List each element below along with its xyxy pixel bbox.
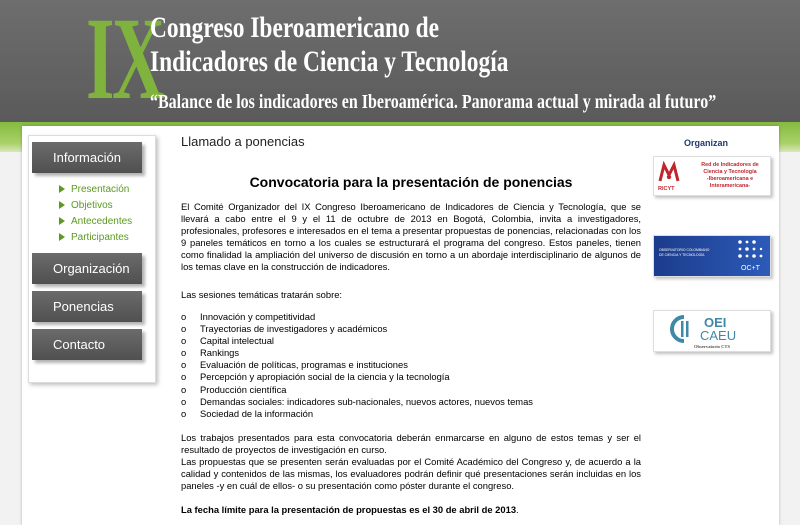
- submenu-item-label: Antecedentes: [71, 216, 133, 227]
- svg-text:RICYT: RICYT: [658, 186, 675, 192]
- svg-text:Red de Indicadores de: Red de Indicadores de: [701, 162, 759, 168]
- organizers-heading: Organizan: [684, 138, 729, 148]
- svg-text:OEI: OEI: [704, 315, 727, 330]
- ricyt-logo[interactable]: [653, 156, 771, 196]
- arrow-right-icon: [59, 217, 65, 225]
- page-title: Llamado a ponencias: [181, 134, 305, 149]
- list-item: o Capital intelectual: [181, 335, 275, 347]
- submenu-item-label: Objetivos: [71, 200, 113, 211]
- ocyt-logo[interactable]: [653, 235, 771, 277]
- arrow-right-icon: [59, 233, 65, 241]
- svg-text:OBSERVATORIO COLOMBIANO: OBSERVATORIO COLOMBIANO: [659, 248, 710, 252]
- convocatoria-heading: Convocatoria para la presentación de ponencias: [249, 174, 573, 190]
- oei-emblem-icon: [654, 311, 770, 351]
- informacion-submenu: [59, 182, 132, 246]
- list-item: o Percepción y apropiación social de la ciencia y la tecnología: [181, 371, 450, 383]
- svg-text:DE CIENCIA Y TECNOLOGÍA: DE CIENCIA Y TECNOLOGÍA: [659, 253, 705, 257]
- svg-text:CAEU: CAEU: [700, 328, 737, 343]
- submenu-item-label: Presentación: [71, 184, 130, 195]
- svg-text:Ciencia y Tecnología: Ciencia y Tecnología: [703, 169, 757, 175]
- list-item: o Demandas sociales: indicadores sub-nacionales, nuevos actores, nuevos temas: [181, 395, 533, 407]
- arrow-right-icon: [59, 201, 65, 209]
- site-header: [0, 0, 800, 122]
- submenu-item-presentacion[interactable]: [59, 182, 132, 198]
- list-item: o Rankings: [181, 347, 240, 359]
- nav-contacto-button[interactable]: Contacto: [32, 329, 142, 360]
- congress-subtitle: “Balance de los indicadores en Iberoamérica. Panorama actual y mirada al futuro”: [150, 91, 717, 113]
- congress-title-line1: Congreso Iberoamericano de: [150, 11, 440, 44]
- submenu-item-participantes[interactable]: [59, 230, 132, 246]
- closing-paragraph: [181, 432, 641, 492]
- svg-text:-Iberoamericana e: -Iberoamericana e: [706, 176, 754, 182]
- nav-informacion-button[interactable]: Información: [32, 142, 142, 173]
- congress-title-line2: Indicadores de Ciencia y Tecnología: [150, 45, 509, 78]
- intro-paragraph: El Comité Organizador del IX Congreso Iberoamericano de Indicadores de Ciencia y Tecnología, que se llevará a cabo entre el 9 y el 11 de octubre de 2013 en Bogotá, Colombia, invita a investigadores, profesionales, profesores e interesados en el tema a presentar propuestas de ponencias, relacionadas con los 9 paneles temáticos en torno a los cuales se estructurará el programa del congreso. Estos paneles, tienen como finalidad la ampliación del universo de discusión en torno a un abordaje interdisciplinario de algunos de los temas clave en la construcción de indicadores.: [181, 201, 641, 273]
- closing-text-1: Los trabajos presentados para esta convocatoria deberán enmarcarse en alguno de estos temas y ser el resultado de proyectos de investigación en curso.: [181, 432, 641, 456]
- nav-ponencias-button[interactable]: Ponencias: [32, 291, 142, 322]
- list-item: o Evaluación de políticas, programas e instituciones: [181, 359, 408, 371]
- closing-text-2: Las propuestas que se presenten serán evaluadas por el Comité Académico del Congreso y, de acuerdo a la calidad y contenidos de las mismas, los evaluadores podrán definir qué presentaciones serán incluidas en los paneles -y en cuál de ellos- o su presentación como póster durante el congreso.: [181, 456, 641, 492]
- main-content: [181, 134, 641, 515]
- svg-text:Observatorio CTS: Observatorio CTS: [693, 344, 731, 349]
- list-item: o Sociedad de la información: [181, 407, 314, 419]
- nav-organizacion-button[interactable]: Organización: [32, 253, 142, 284]
- submenu-item-antecedentes[interactable]: [59, 214, 132, 230]
- svg-text:OC+T: OC+T: [741, 265, 760, 272]
- topics-list: [181, 311, 533, 420]
- roman-numeral: IX: [86, 0, 163, 122]
- deadline-notice: La fecha límite para la presentación de propuestas es el 30 de abril de 2013.: [181, 504, 519, 515]
- ocyt-emblem-icon: [654, 236, 770, 276]
- list-item: o Innovación y competitividad: [181, 311, 316, 322]
- sidebar-nav: [28, 135, 156, 383]
- submenu-item-label: Participantes: [71, 232, 129, 243]
- list-item: o Trayectorias de investigadores y académicos: [181, 323, 388, 335]
- submenu-item-objetivos[interactable]: [59, 198, 132, 214]
- oei-caeu-logo[interactable]: [653, 310, 771, 352]
- sessions-lead-text: Las sesiones temáticas tratarán sobre:: [181, 289, 343, 300]
- list-item: o Producción científica: [181, 383, 287, 395]
- arrow-right-icon: [59, 185, 65, 193]
- svg-text:Interamericana-: Interamericana-: [709, 183, 751, 189]
- ricyt-emblem-icon: [654, 157, 770, 195]
